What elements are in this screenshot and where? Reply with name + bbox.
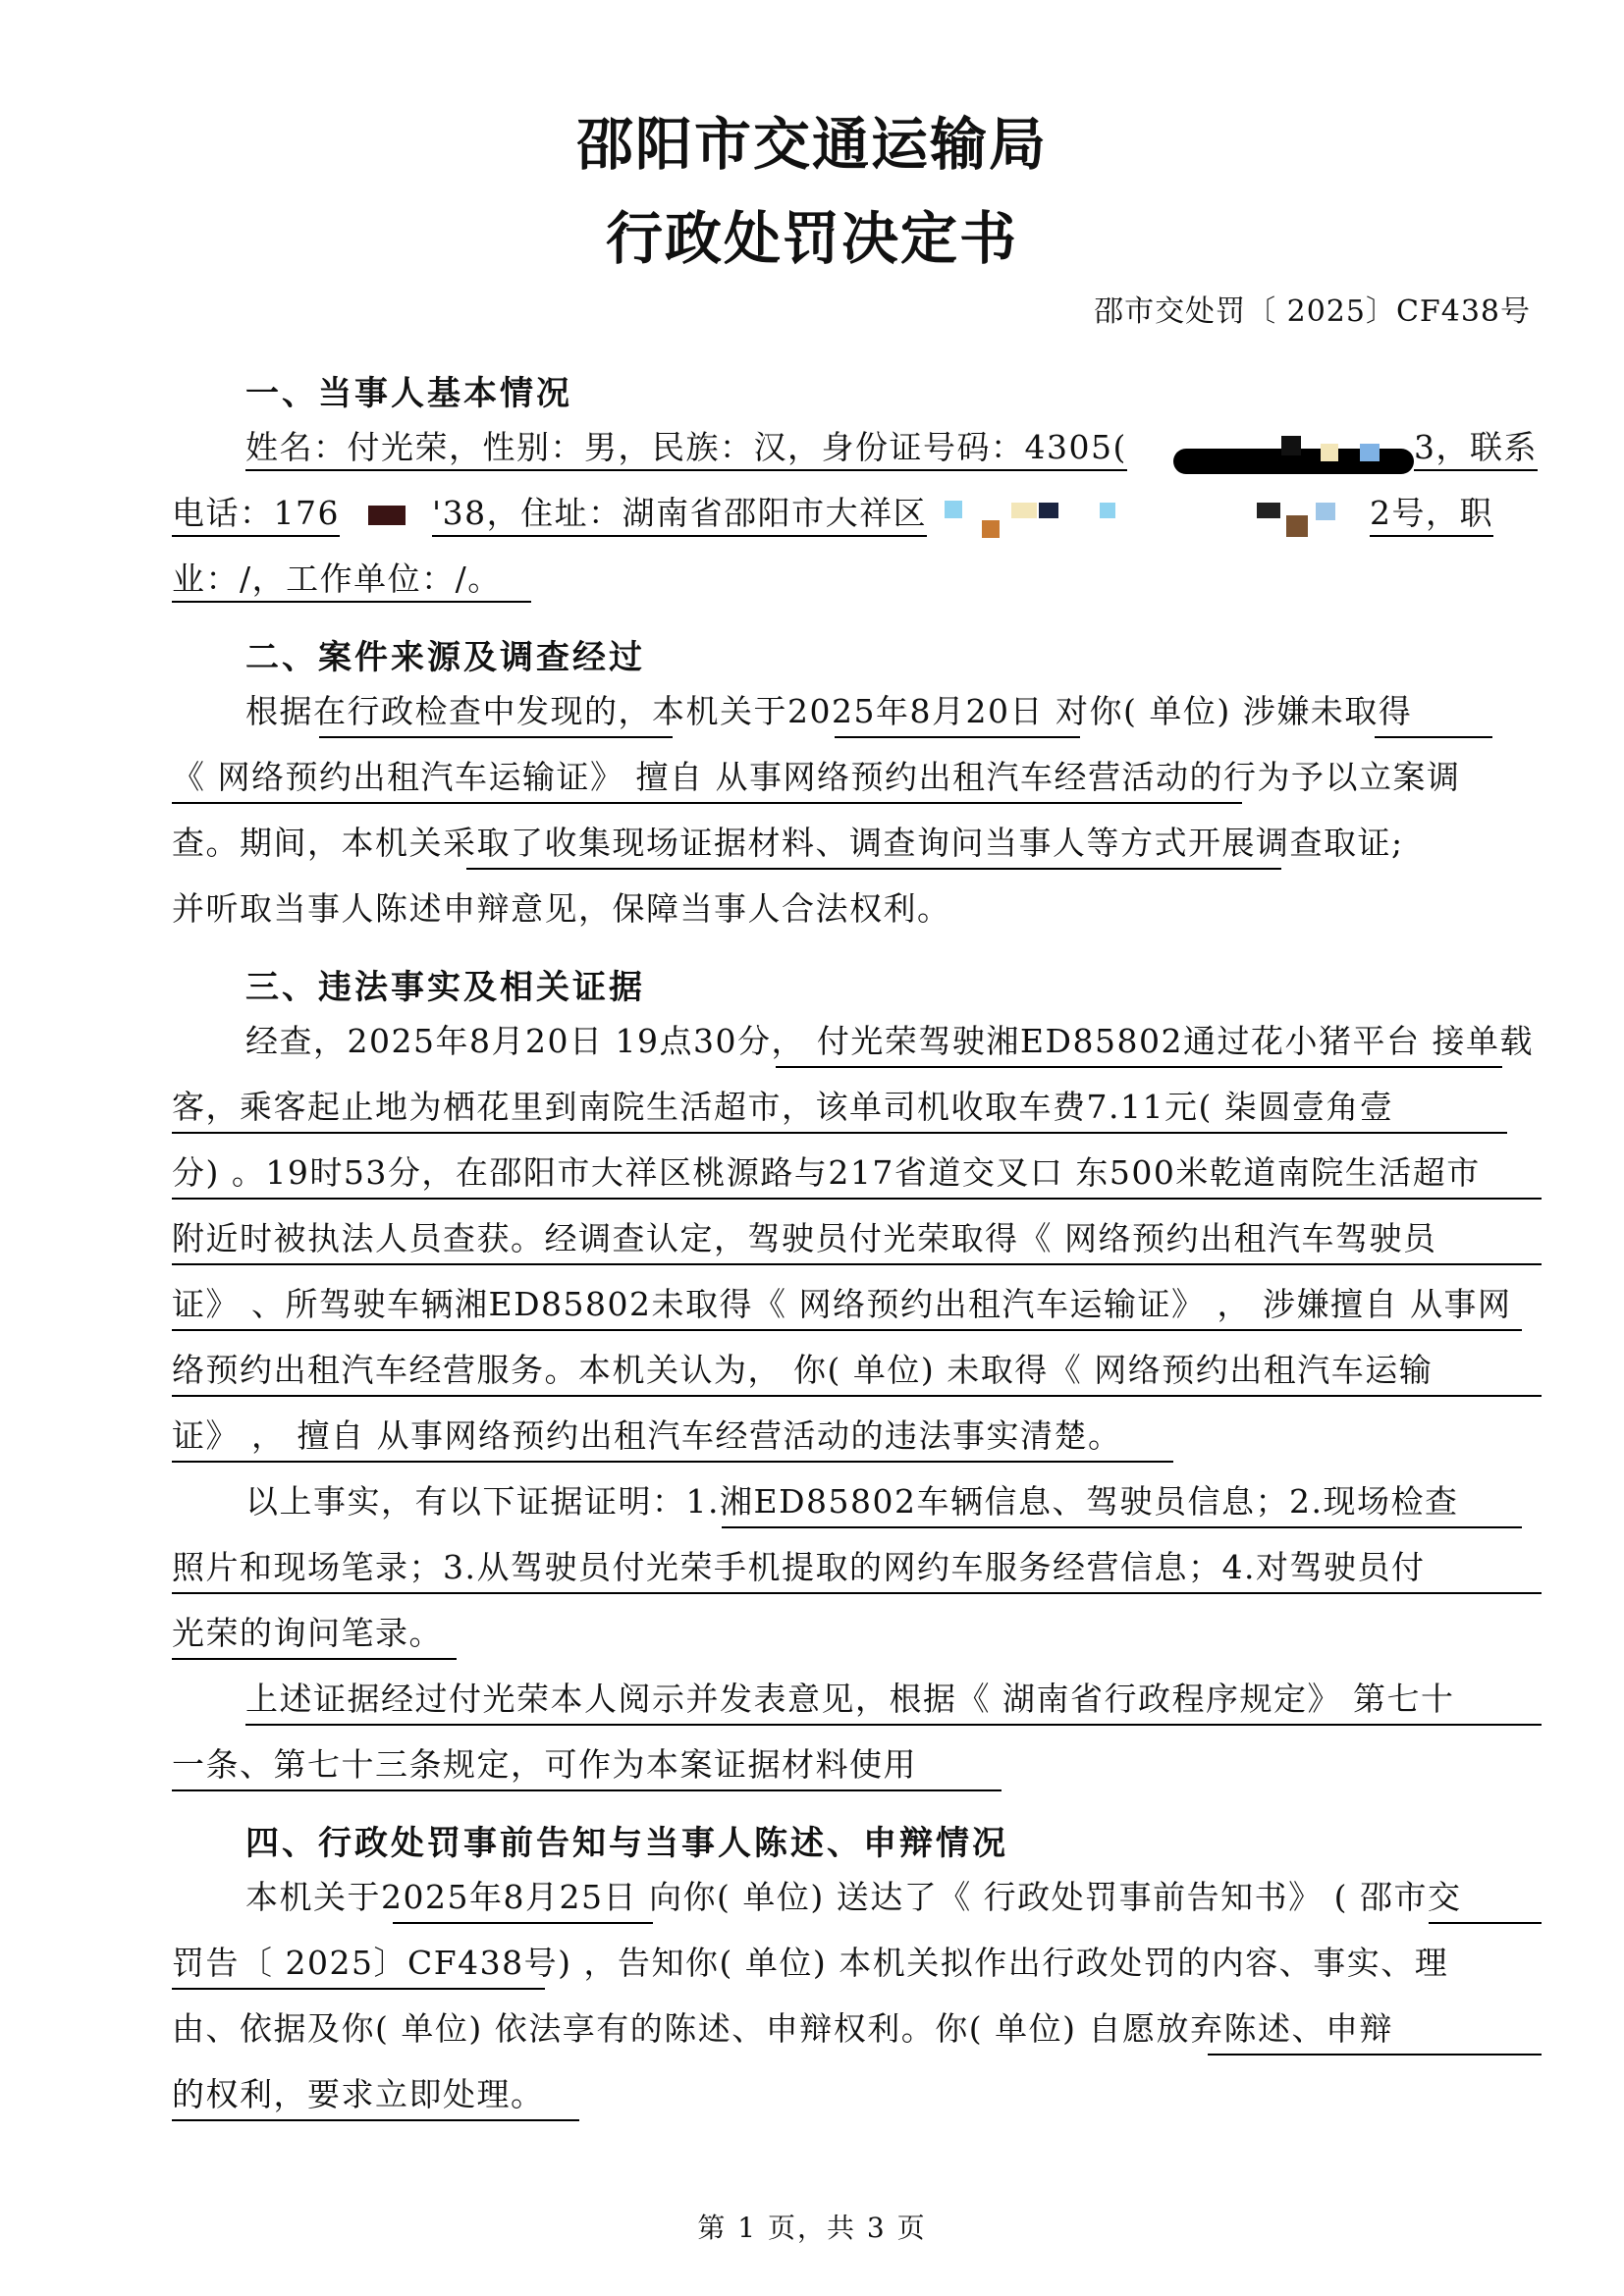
address-line-end: 2号，职 (1370, 494, 1493, 537)
underline (172, 1263, 1542, 1265)
case-source-line-1: 根据在行政检查中发现的，本机关于2025年8月20日 对你( 单位) 涉嫌未取得 (245, 692, 1413, 730)
underline (835, 736, 1080, 738)
underline (466, 868, 1281, 870)
case-source-line-4: 并听取当事人陈述申辩意见，保障当事人合法权利。 (172, 889, 951, 928)
underline (172, 2119, 579, 2121)
phone-label: 电话：176 (172, 494, 340, 537)
occupation-line: 业：/，工作单位：/。 (172, 560, 531, 603)
underline (172, 1592, 1542, 1594)
redaction-mark (982, 520, 1000, 538)
underline (172, 1395, 1542, 1397)
case-source-line-2: 《 网络预约出租汽车运输证》 擅自 从事网络预约出租汽车经营活动的行为予以立案调 (172, 758, 1461, 796)
case-source-line-3: 查。期间，本机关采取了收集现场证据材料、调查询问当事人等方式开展调查取证; (172, 824, 1404, 862)
facts-line-1: 经查，2025年8月20日 19点30分， 付光荣驾驶湘ED85802通过花小猪平台 接单载 (245, 1022, 1534, 1060)
facts-line-6: 络预约出租汽车经营服务。本机关认为， 你( 单位) 未取得《 网络预约出租汽车运输 (172, 1351, 1434, 1389)
underline (172, 1198, 1542, 1200)
underline (722, 1526, 1522, 1528)
evidence-line-1: 以上事实，有以下证据证明：1.湘ED85802车辆信息、驾驶员信息；2.现场检查 (245, 1482, 1459, 1521)
page-number: 第 1 页，共 3 页 (697, 2212, 927, 2244)
facts-line-5: 证》 、所驾驶车辆湘ED85802未取得《 网络预约出租汽车运输证》 ， 涉嫌擅自 从事网 (172, 1285, 1512, 1323)
underline (172, 1329, 1522, 1331)
underline (1429, 1922, 1542, 1924)
underline (172, 1658, 457, 1660)
redaction-mark (1321, 444, 1338, 461)
notice-line-1: 本机关于2025年8月25日 向你( 单位) 送达了《 行政处罚事前告知书》 ( 邵市交 (245, 1878, 1462, 1916)
facts-line-2: 客，乘客起止地为栖花里到南院生活超市，该单司机收取车费7.11元( 柒圆壹角壹 (172, 1088, 1394, 1126)
underline (172, 1132, 1507, 1134)
underline (172, 1988, 545, 1990)
redaction-mark (945, 501, 962, 518)
underline (172, 1789, 1001, 1791)
notice-line-4: 的权利，要求立即处理。 (172, 2075, 545, 2113)
underline (172, 802, 1242, 804)
redaction-mark (1257, 503, 1280, 518)
section-2-heading: 二、案件来源及调查经过 (245, 638, 645, 677)
facts-line-3: 分) 。19时53分，在邵阳市大祥区桃源路与217省道交叉口 东500米乾道南院生活超市 (172, 1153, 1481, 1192)
document-number: 邵市交处罚〔 2025〕CF438号 (1094, 294, 1531, 329)
underline (1375, 736, 1492, 738)
section-4-heading: 四、行政处罚事前告知与当事人陈述、申辩情况 (245, 1824, 1008, 1863)
party-info-line-1 (245, 428, 1127, 471)
underline (1208, 2054, 1542, 2056)
facts-line-7: 证》 ， 擅自 从事网络预约出租汽车经营活动的违法事实清楚。 (172, 1416, 1122, 1455)
underline (776, 1066, 1502, 1068)
underline (172, 1461, 1173, 1463)
underline (393, 1922, 653, 1924)
evidence-line-3: 光荣的询问笔录。 (172, 1614, 443, 1652)
section-3-heading: 三、违法事实及相关证据 (245, 968, 645, 1007)
redaction-mark (1281, 436, 1301, 455)
redaction-mark (1360, 444, 1380, 461)
redaction-mark (1100, 503, 1115, 518)
evidence-line-2: 照片和现场笔录；3.从驾驶员付光荣手机提取的网约车服务经营信息；4.对驾驶员付 (172, 1548, 1426, 1586)
evidence-review-line-2: 一条、第七十三条规定，可作为本案证据材料使用 (172, 1745, 917, 1784)
redaction-mark (1039, 503, 1058, 518)
notice-line-2: 罚告〔 2025〕CF438号) ，告知你( 单位) 本机关拟作出行政处罚的内容、事实、理 (172, 1944, 1449, 1982)
underline (245, 1724, 1542, 1726)
address-line: '38，住址：湖南省邵阳市大祥区 (432, 494, 927, 537)
redaction-mark (1316, 503, 1335, 520)
document-type-title: 行政处罚决定书 (605, 205, 1018, 272)
redaction-mark (368, 506, 406, 525)
evidence-review-line-1: 上述证据经过付光荣本人阅示并发表意见，根据《 湖南省行政程序规定》 第七十 (245, 1680, 1455, 1718)
party-info-line-1-end: 3，联系 (1414, 428, 1538, 471)
redaction-mark (1286, 515, 1308, 537)
agency-title: 邵阳市交通运输局 (575, 111, 1048, 178)
section-1-heading: 一、当事人基本情况 (245, 374, 572, 413)
underline (319, 736, 673, 738)
facts-line-4: 附近时被执法人员查获。经调查认定，驾驶员付光荣取得《 网络预约出租汽车驾驶员 (172, 1219, 1437, 1257)
notice-line-3: 由、依据及你( 单位) 依法享有的陈述、申辩权利。你( 单位) 自愿放弃陈述、申辩 (172, 2009, 1393, 2048)
party-info-text: 姓名：付光荣，性别：男，民族：汉，身份证号码：4305( (245, 428, 1127, 466)
redaction-mark (1011, 503, 1037, 518)
